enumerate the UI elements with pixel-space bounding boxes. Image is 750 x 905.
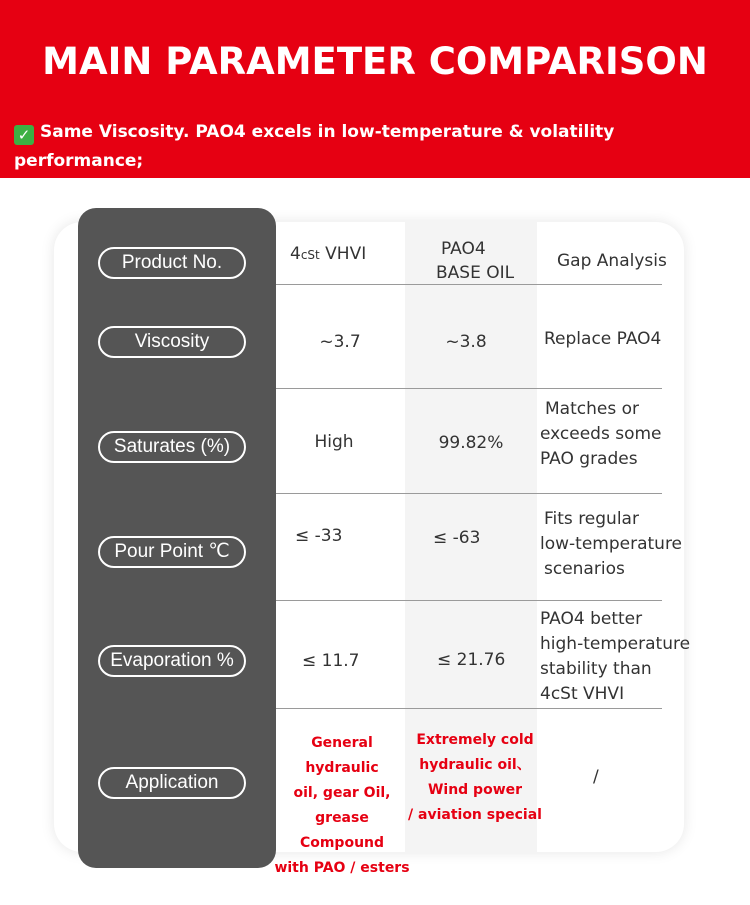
row-divider (276, 388, 662, 389)
row-label-pour-point: Pour Point ℃ (98, 536, 246, 568)
row-divider (276, 600, 662, 601)
subtitle-line-1: Same Viscosity. PAO4 excels in low-temperature & volatility performance; (14, 122, 615, 171)
header-gap-analysis: Gap Analysis (557, 251, 667, 271)
subtitle-line-2: 4cSt VHVI leads in environmental friendliness & cost efficiency. (48, 180, 657, 200)
application-vhvi: General hydraulic oil, gear Oil, grease Compound with PAO / esters (274, 735, 410, 876)
row-divider (276, 708, 662, 709)
pour-point-gap: Fits regular low-temperature scenarios (540, 509, 683, 579)
evaporation-gap: PAO4 better high-temperature stability than 4cSt VHVI (540, 609, 691, 704)
pour-point-pao4: ≤ -63 (433, 528, 481, 548)
viscosity-pao4: ~3.8 (445, 332, 487, 352)
application-gap: / (593, 767, 599, 787)
pour-point-vhvi: ≤ -33 (295, 526, 343, 546)
header-pao4: PAO4 BASE OIL (436, 239, 515, 283)
row-label-evaporation: Evaporation % (98, 645, 246, 677)
row-divider (276, 493, 662, 494)
saturates-gap: Matches or exceeds some PAO grades (540, 399, 662, 469)
header-banner (0, 0, 750, 200)
page-subtitle (14, 118, 744, 205)
application-pao4: Extremely cold hydraulic oil、 Wind power / aviation special (408, 732, 542, 823)
saturates-pao4: 99.82% (438, 433, 504, 453)
row-label-viscosity: Viscosity (98, 326, 246, 358)
page-title: MAIN PARAMETER COMPARISON (42, 40, 708, 83)
saturates-vhvi: High (314, 432, 354, 452)
evaporation-pao4: ≤ 21.76 (437, 650, 506, 670)
row-label-saturates: Saturates (%) (98, 431, 246, 463)
evaporation-vhvi: ≤ 11.7 (302, 651, 360, 671)
check-mark-icon: ✓ (14, 125, 34, 145)
row-label-product: Product No. (98, 247, 246, 279)
header-vhvi: 4cSt VHVI (290, 244, 367, 264)
viscosity-gap: Replace PAO4 (544, 329, 662, 349)
viscosity-vhvi: ~3.7 (319, 332, 361, 352)
row-label-application: Application (98, 767, 246, 799)
